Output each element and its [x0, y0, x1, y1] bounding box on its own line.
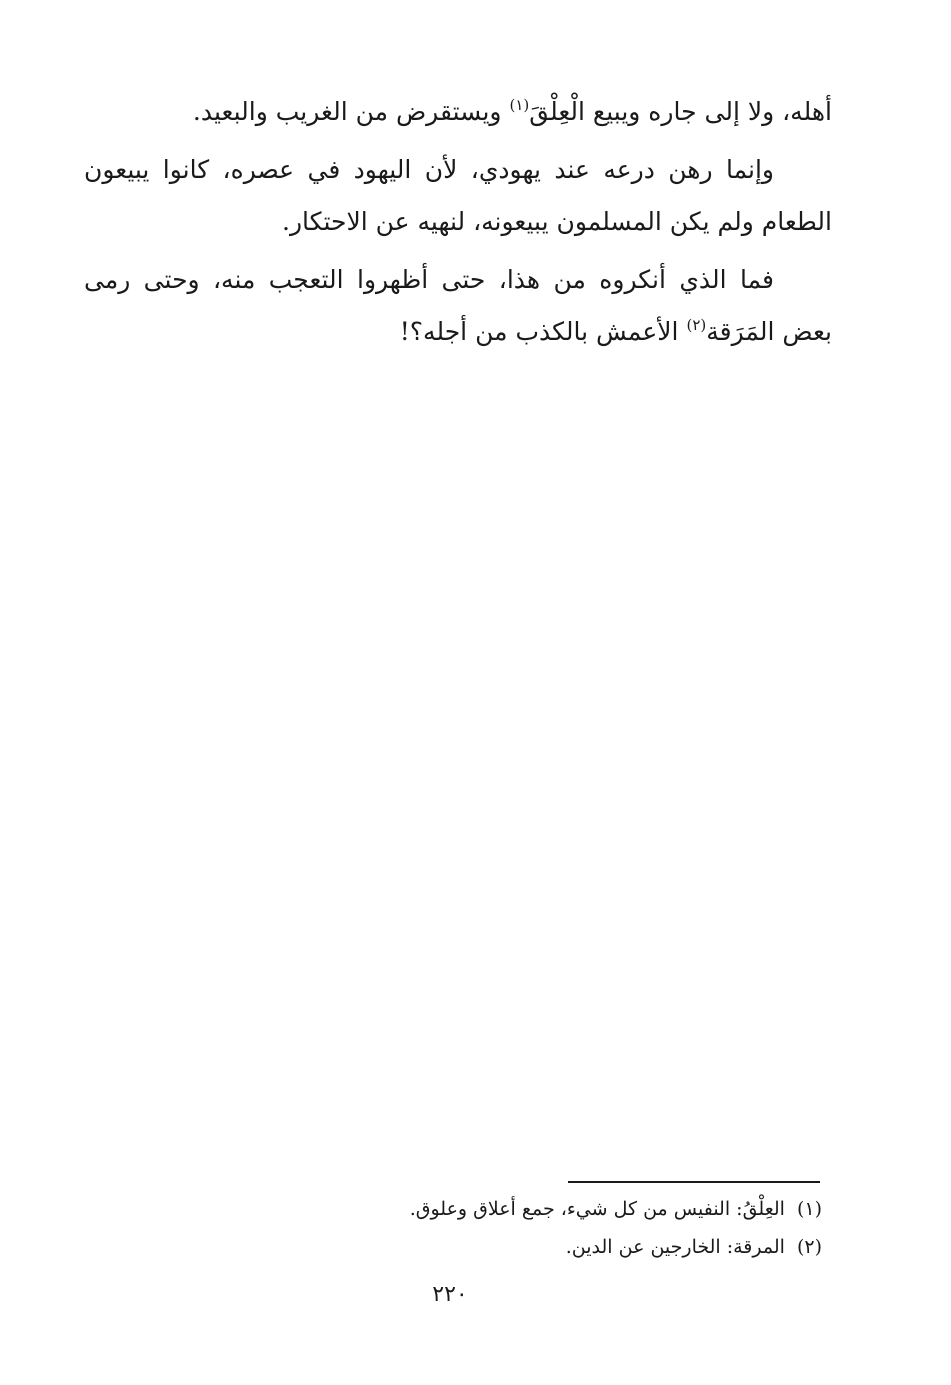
paragraph-text: وإنما رهن درعه عند يهودي، لأن اليهود في عصره، كانوا يبيعون الطعام ولم يكن المسلمون يبيعونه، لنهيه عن الاحتكار. [84, 155, 832, 236]
footnote-text: العِلْقُ: النفيس من كل شيء، جمع أعلاق وعلوق. [409, 1198, 785, 1220]
paragraph-1 [84, 86, 832, 138]
footnote-reference-1: (١) [509, 96, 530, 114]
footnote-number: (٢) [796, 1236, 822, 1258]
page-number: ٢٢٠ [432, 1282, 468, 1307]
footnote-reference-2: (٢) [686, 316, 707, 334]
paragraph-text: الأعمش بالكذب من أجله؟! [399, 317, 687, 346]
footnote-2 [300, 1228, 822, 1266]
paragraph-3 [84, 254, 832, 358]
paragraph-2 [84, 144, 832, 248]
footnote-1 [300, 1190, 822, 1228]
footnotes [300, 1190, 822, 1266]
footnote-separator [568, 1181, 820, 1183]
footnote-text: المرقة: الخارجين عن الدين. [565, 1236, 785, 1258]
main-text [84, 86, 832, 364]
paragraph-text: أهله، ولا إلى جاره ويبيع الْعِلْقَ [529, 97, 832, 126]
paragraph-text: فما الذي أنكروه من هذا، حتى أظهروا التعجب منه، وحتى رمى بعض المَرَقة [84, 265, 832, 346]
paragraph-text: ويستقرض من الغريب والبعيد. [192, 97, 510, 126]
footnote-number: (١) [796, 1198, 822, 1220]
